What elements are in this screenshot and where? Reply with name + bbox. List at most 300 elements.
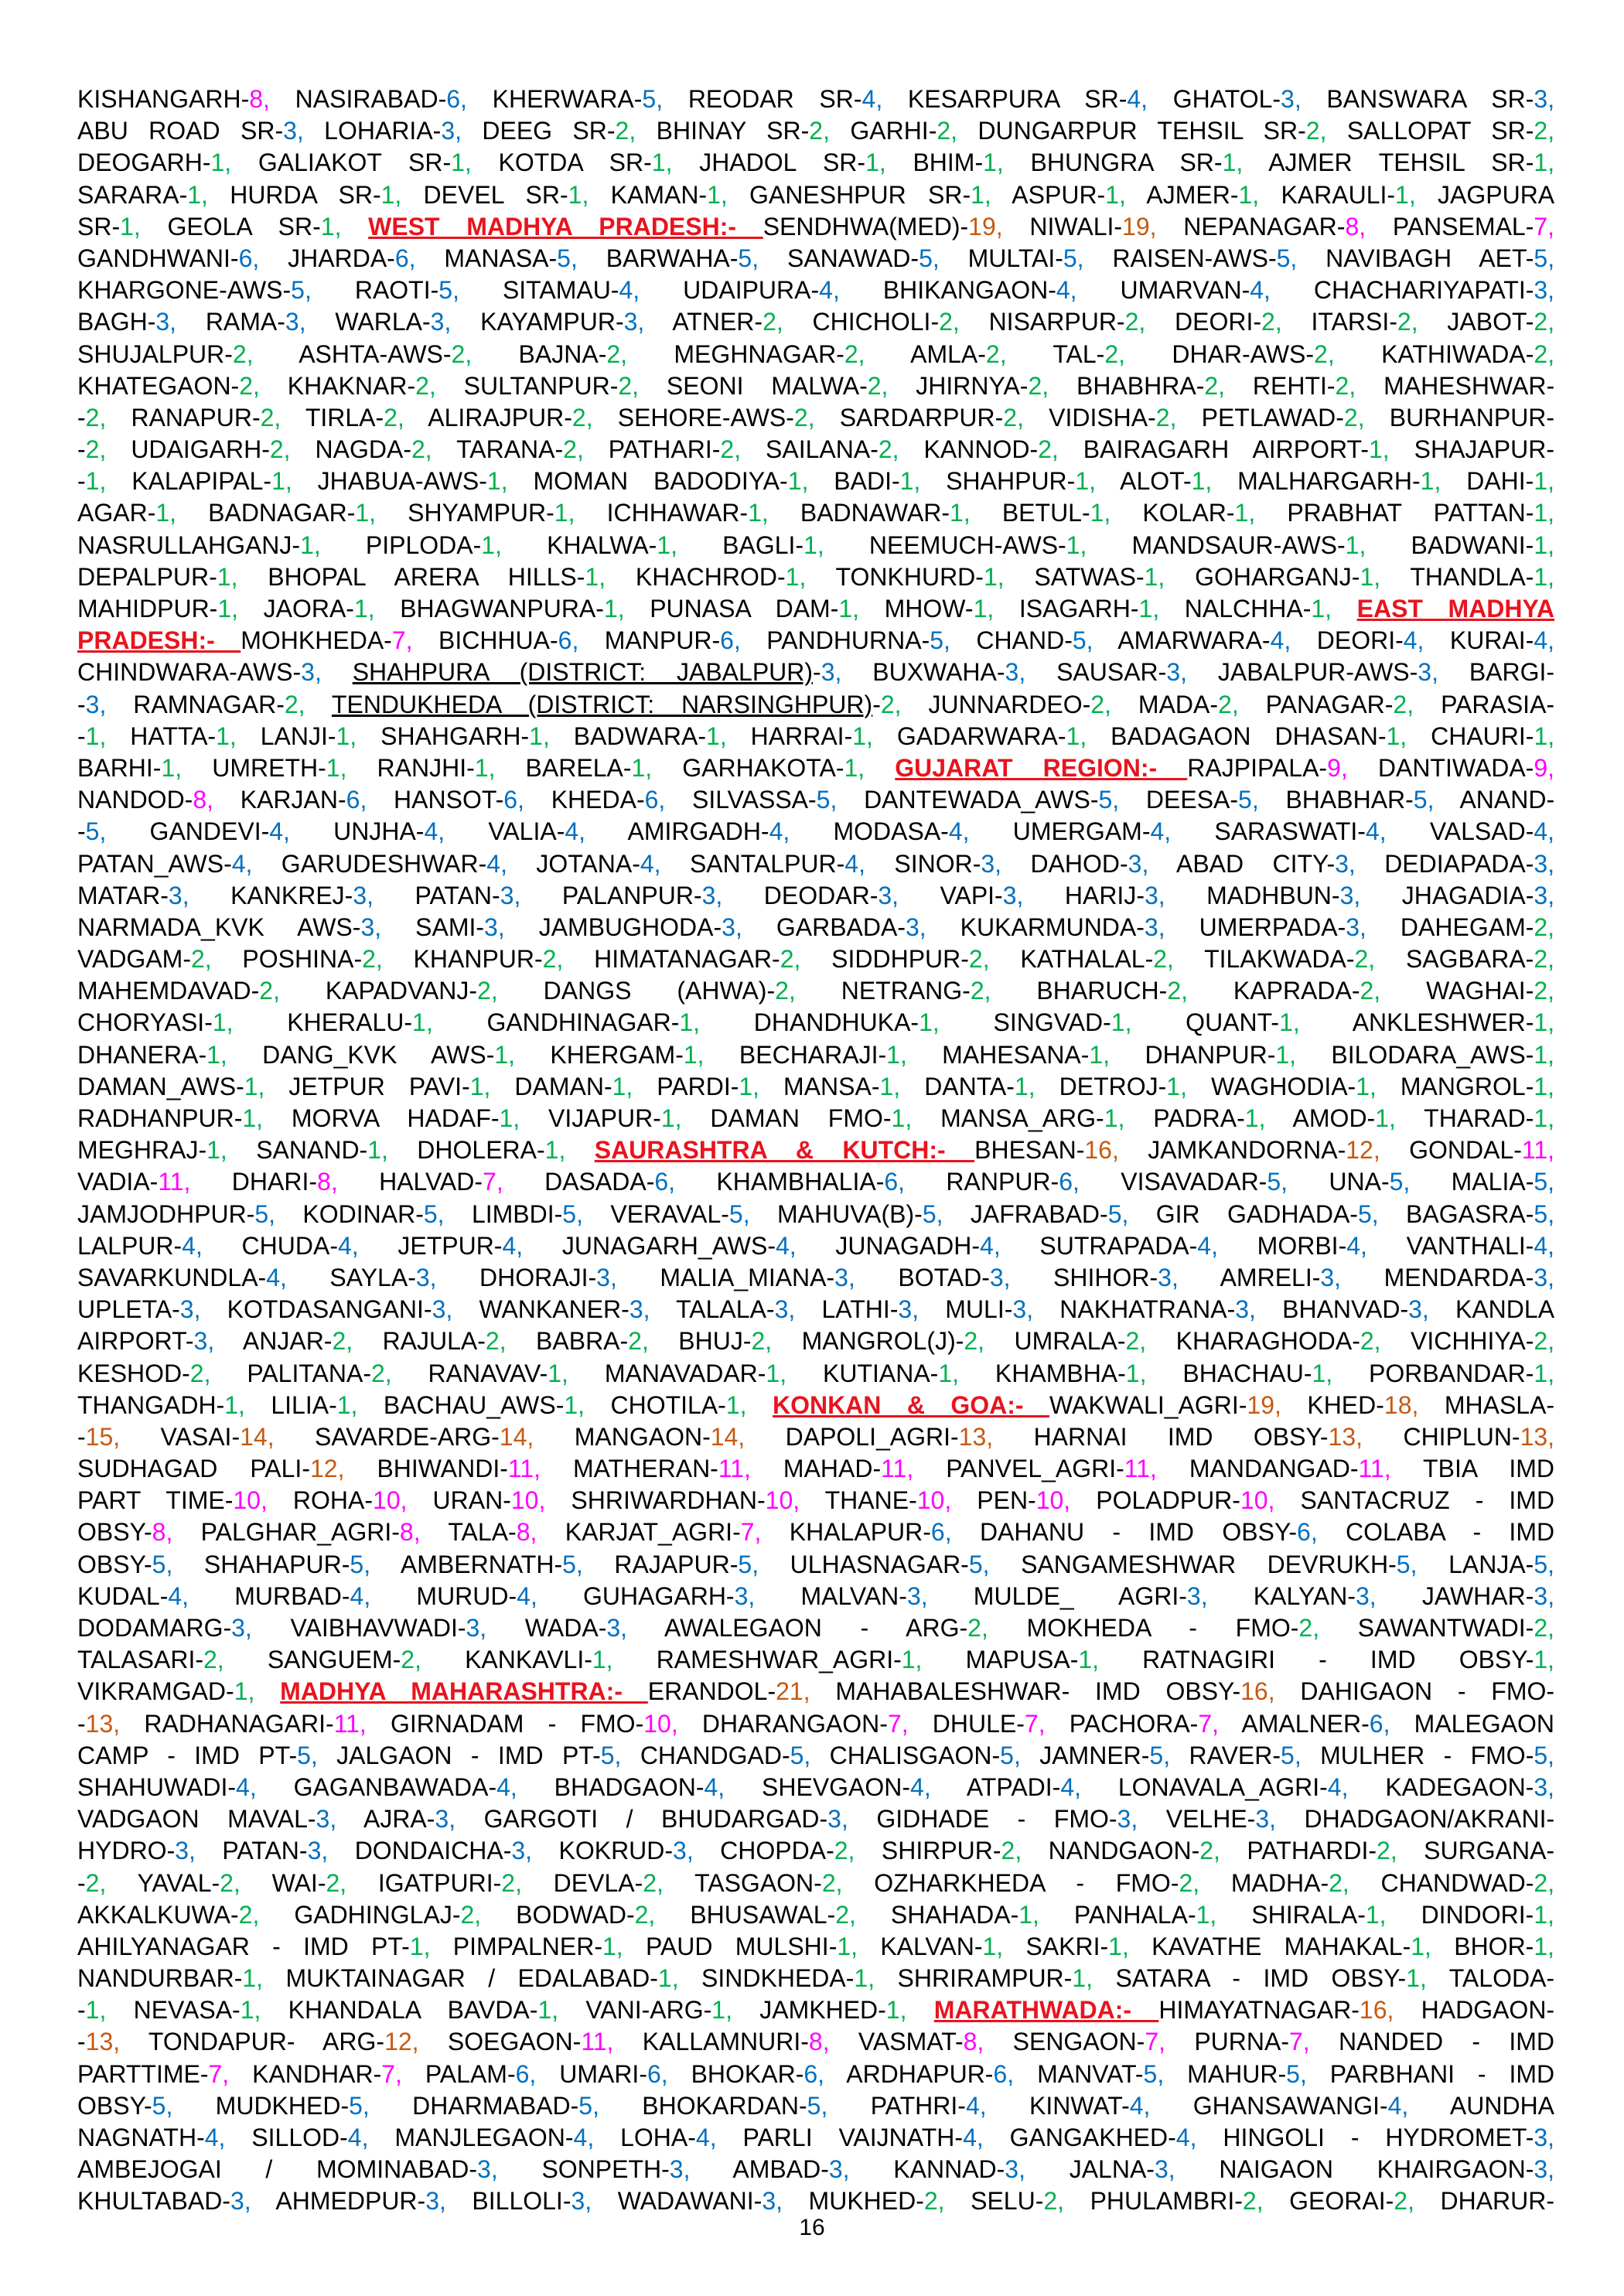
separator: , — [1373, 1136, 1380, 1165]
station-name: KALVAN — [880, 1932, 974, 1960]
separator: , — [606, 2028, 614, 2056]
separator: , — [245, 849, 253, 878]
rainfall-value: 1 — [206, 1040, 220, 1069]
separator: , — [425, 435, 432, 464]
rainfall-value: 3 — [425, 2187, 439, 2216]
separator: , — [1290, 244, 1298, 272]
rainfall-value: 2 — [775, 977, 789, 1005]
station-name: ICHHAWAR — [606, 499, 740, 527]
separator: , — [776, 308, 783, 336]
separator: , — [1252, 180, 1260, 209]
rainfall-value: 2 — [284, 690, 299, 718]
rainfall-value: 6 — [1369, 1709, 1383, 1738]
station-name: SARARA — [77, 180, 179, 209]
separator: , — [1168, 2155, 1175, 2184]
station-name: HIMAYATNAGAR — [1158, 1996, 1352, 2025]
station-name: MHOW — [884, 595, 965, 623]
rainfall-value: 2 — [878, 435, 892, 464]
station-name: BARWAHA — [606, 244, 730, 272]
rainfall-value: 3 — [701, 881, 716, 909]
text-line: -13, RADHANAGARI-11, GIRNADAM - FMO-10, DHARANGAON-7, DHULE-7, PACHORA-7, AMALNER-6, MALEGAON — [77, 1709, 1555, 1738]
station-name: JUNNARDEO — [928, 690, 1083, 718]
station-name: DEPALPUR — [77, 562, 210, 591]
separator: , — [1547, 1136, 1555, 1165]
station-name: IGATPURI — [377, 1868, 493, 1897]
rainfall-value: 1 — [1075, 467, 1090, 496]
station-name: KAPRADA — [1233, 977, 1352, 1005]
station-name: MOMAN BADODIYA — [533, 467, 780, 496]
station-name: NASRULLAHGANJ — [77, 531, 292, 559]
station-name: LOHARIA — [324, 117, 433, 145]
rainfall-value: 1 — [554, 499, 568, 527]
station-name: NETRANG — [841, 977, 963, 1005]
separator: , — [169, 499, 177, 527]
separator: , — [1547, 308, 1555, 336]
separator: , — [658, 786, 666, 814]
separator: , — [950, 117, 958, 145]
separator: , — [643, 1295, 650, 1324]
separator: , — [363, 1550, 371, 1578]
station-name: MALEGAON — [1414, 1709, 1555, 1738]
station-name: SULTANPUR — [463, 371, 610, 400]
separator: , — [230, 562, 238, 591]
separator: , — [987, 595, 995, 623]
separator: , — [1547, 1263, 1555, 1291]
station-name: MAPUSA — [965, 1646, 1070, 1674]
separator: , — [803, 1677, 810, 1706]
station-name: GADHINGLAJ — [294, 1900, 452, 1929]
separator: , — [734, 435, 742, 464]
rainfall-value: 2 — [1534, 117, 1548, 145]
station-name: BADI — [834, 467, 892, 496]
separator: , — [1547, 1231, 1555, 1260]
rainfall-value: 2 — [937, 117, 951, 145]
station-name: NARMADA_KVK AWS — [77, 913, 353, 941]
separator: , — [817, 2059, 825, 2088]
separator: , — [1013, 1741, 1021, 1769]
separator: , — [852, 595, 860, 623]
rainfall-value: 1 — [748, 499, 762, 527]
station-name: MHASLA- — [1444, 1390, 1555, 1419]
separator: , — [637, 308, 645, 336]
station-name: BARHI — [77, 753, 153, 782]
station-name: UPLETA — [77, 1295, 172, 1324]
rainfall-value: 1 — [544, 1136, 559, 1165]
separator: , — [488, 753, 496, 782]
separator: , — [1401, 2091, 1409, 2120]
rainfall-value: 4 — [1403, 626, 1418, 655]
rainfall-value: 2 — [1314, 339, 1328, 368]
rainfall-value: 3 — [301, 658, 315, 687]
station-name: SANAND — [256, 1136, 360, 1165]
separator: , — [113, 1709, 121, 1738]
rainfall-value: 3 — [1320, 1263, 1335, 1291]
separator: , — [1038, 1709, 1046, 1738]
rainfall-value: 12 — [384, 2028, 412, 2056]
separator: , — [1074, 1772, 1081, 1801]
separator: , — [979, 2091, 987, 2120]
text-line: -2, RANAPUR-2, TIRLA-2, ALIRAJPUR-2, SEHORE-AWS-2, SARDARPUR-2, VIDISHA-2, PETLAWAD-2, BURHANPUR- — [77, 403, 1555, 432]
separator: , — [238, 1390, 245, 1419]
rainfall-value: 1 — [1311, 595, 1325, 623]
rainfall-value: 1 — [355, 499, 370, 527]
rainfall-value: 1 — [838, 595, 853, 623]
station-name: BADWANI — [1411, 531, 1526, 559]
rainfall-value: 8 — [516, 1518, 531, 1547]
station-name: WADAWANI — [617, 2187, 754, 2216]
separator: , — [582, 180, 589, 209]
station-name: KANDHAR — [252, 2059, 374, 2088]
separator: , — [206, 786, 214, 814]
rainfall-value: 8 — [152, 1518, 166, 1547]
rainfall-value: 5 — [152, 1550, 166, 1578]
separator: , — [381, 1136, 388, 1165]
separator: , — [1547, 1040, 1555, 1069]
separator: , — [1411, 1390, 1419, 1419]
text-line: PATAN_AWS-4, GARUDESHWAR-4, JOTANA-4, SANTALPUR-4, SINOR-3, DAHOD-3, ABAD CITY-3, DEDIAPADA-3, — [77, 849, 1555, 878]
station-name: VAPI — [940, 881, 995, 909]
rainfall-value: 1 — [353, 595, 368, 623]
separator: , — [444, 308, 452, 336]
rainfall-value: 3 — [283, 117, 297, 145]
rainfall-value: 1 — [1312, 1359, 1326, 1387]
separator: , — [1383, 1709, 1390, 1738]
separator: , — [881, 371, 889, 400]
rainfall-value: 3 — [828, 2155, 843, 2184]
separator: , — [1299, 2059, 1307, 2088]
station-name: JAMKANDORNA — [1148, 1136, 1338, 1165]
station-name: KANKAVLI — [465, 1646, 585, 1674]
separator: , — [1382, 435, 1390, 464]
separator: , — [1070, 276, 1077, 305]
rainfall-value: 4 — [502, 1231, 517, 1260]
rainfall-value: 1 — [585, 562, 599, 591]
station-name: AGAR — [77, 499, 148, 527]
rainfall-value: 21 — [776, 1677, 803, 1706]
station-name: LILIA — [271, 1390, 329, 1419]
rainfall-value: 2 — [751, 1327, 766, 1356]
station-name: ABU ROAD SR — [77, 117, 275, 145]
separator: , — [513, 881, 521, 909]
rainfall-value: 6 — [647, 2059, 661, 2088]
rainfall-value: 2 — [1360, 977, 1374, 1005]
station-name: SUDHAGAD PALI — [77, 1455, 302, 1483]
rainfall-value: 3 — [1534, 85, 1548, 113]
station-name: NEEMUCH-AWS — [868, 531, 1059, 559]
station-name: MAHESHWAR- — [1383, 371, 1555, 400]
separator: , — [542, 722, 550, 750]
station-name: MUDKHED — [215, 2091, 341, 2120]
station-name: PARBHANI - IMD — [1329, 2059, 1555, 2088]
separator: , — [670, 531, 678, 559]
rainfall-value: 5 — [297, 1741, 311, 1769]
station-name: UNA — [1329, 1168, 1381, 1196]
station-name: SANTALPUR — [689, 849, 837, 878]
rainfall-value: 1 — [660, 1104, 675, 1132]
rainfall-value: 2 — [615, 117, 629, 145]
rainfall-value: 3 — [500, 881, 514, 909]
rainfall-value: 2 — [326, 1868, 340, 1897]
station-name: MALIA_MIANA — [660, 1263, 827, 1291]
rainfall-value: 3 — [1355, 1581, 1370, 1610]
rainfall-value: 1 — [1534, 531, 1548, 559]
station-name: MATHERAN — [572, 1455, 711, 1483]
rainfall-value: 2 — [643, 1868, 657, 1897]
station-name: SONPETH — [541, 2155, 662, 2184]
station-name: JAMJODHPUR — [77, 1199, 247, 1228]
rainfall-value: 1 — [1196, 1900, 1210, 1929]
separator: , — [620, 1614, 628, 1642]
station-name: KALYAN — [1253, 1581, 1348, 1610]
rainfall-value: 7 — [391, 626, 406, 655]
station-name: GHANSAWANGI — [1192, 2091, 1380, 2120]
station-name: GARHAKOTA — [682, 753, 836, 782]
station-name: KAVATHE MAHAKAL — [1151, 1932, 1403, 1960]
station-name: SHRIWARDHAN — [571, 1486, 757, 1515]
separator: , — [1379, 1900, 1387, 1929]
station-name: BHIM — [913, 148, 975, 177]
rainfall-value: 2 — [606, 339, 621, 368]
rainfall-value: 1 — [1356, 1072, 1370, 1100]
text-line: AIRPORT-3, ANJAR-2, RAJULA-2, BABRA-2, BHUJ-2, MANGROL(J)-2, UMRALA-2, KHARAGHODA-2, VICHHIYA-2, — [77, 1327, 1555, 1356]
separator: , — [274, 403, 281, 432]
separator: , — [656, 85, 664, 113]
station-name: RADHANAGARI — [144, 1709, 326, 1738]
rainfall-value: 4 — [168, 1581, 183, 1610]
rainfall-value: 1 — [474, 753, 489, 782]
station-name: MANPUR — [604, 626, 712, 655]
station-name: MULTAI — [967, 244, 1056, 272]
rainfall-value: 1 — [564, 1390, 578, 1419]
station-name: TALALA — [676, 1295, 766, 1324]
separator: , — [1434, 467, 1441, 496]
station-name: PARASIA- — [1441, 690, 1555, 718]
separator: , — [490, 977, 498, 1005]
station-name: MURUD — [416, 1581, 509, 1610]
rainfall-value: 2 — [220, 1868, 234, 1897]
rainfall-value: 5 — [968, 1550, 983, 1578]
station-name: KOTDASANGANI — [227, 1295, 424, 1324]
separator: , — [932, 1008, 940, 1037]
separator: , — [1389, 1104, 1396, 1132]
separator: , — [1547, 117, 1555, 145]
separator: , — [204, 945, 212, 974]
rainfall-value: 3 — [1408, 1295, 1422, 1324]
rainfall-value: 3 — [878, 881, 892, 909]
separator: , — [229, 722, 237, 750]
text-line: AMBEJOGAI / MOMINABAD-3, SONPETH-3, AMBAD-3, KANNAD-3, JALNA-3, NAIGAON KHAIRGAON-3, — [77, 2155, 1555, 2184]
station-name: NEVASA — [133, 1996, 233, 2025]
station-name: MAHABALESHWAR- IMD OBSY — [835, 1677, 1233, 1706]
station-name: BAGH — [77, 308, 148, 336]
separator: , — [1294, 1741, 1302, 1769]
station-name: CHOTILA — [610, 1390, 718, 1419]
rainfall-value: 14 — [240, 1422, 268, 1451]
separator: , — [479, 1614, 487, 1642]
station-name: BODWAD — [516, 1900, 626, 1929]
separator: , — [578, 817, 586, 846]
station-name: JHIRNYA — [916, 371, 1020, 400]
text-line: DHANERA-1, DANG_KVK AWS-1, KHERGAM-1, BECHARAJI-1, MAHESANA-1, DHANPUR-1, BILODARA_AWS-1, — [77, 1040, 1555, 1069]
rainfall-value: 2 — [542, 945, 557, 974]
separator: , — [534, 1455, 541, 1483]
separator: , — [793, 1486, 800, 1515]
rainfall-value: 4 — [486, 849, 501, 878]
station-name: DEEG SR — [482, 117, 607, 145]
station-name: BILLOLI — [472, 2187, 563, 2216]
region-header: MADHYA MAHARASHTRA:- — [280, 1677, 648, 1706]
station-name: UDAIPURA — [683, 276, 811, 305]
rainfall-value: 4 — [963, 2124, 977, 2151]
station-name: GHATOL — [1172, 85, 1273, 113]
rainfall-value: 1 — [1089, 1040, 1104, 1069]
station-name: KOLAR — [1142, 499, 1227, 527]
station-name: AMBAD — [732, 2155, 821, 2184]
station-name: TALASARI — [77, 1646, 196, 1674]
separator: , — [1373, 562, 1381, 591]
rainfall-value: 2 — [1534, 1868, 1548, 1897]
rainfall-value: 4 — [619, 276, 633, 305]
separator: , — [1267, 1486, 1275, 1515]
rainfall-value: 2 — [85, 435, 100, 464]
separator: , — [1042, 371, 1049, 400]
rainfall-value: 1 — [973, 595, 988, 623]
separator: , — [912, 1295, 919, 1324]
separator: , — [1547, 1868, 1555, 1897]
rainfall-value: 1 — [1111, 1008, 1125, 1037]
station-name: CHAND — [976, 626, 1065, 655]
station-name: DHARMABAD — [412, 2091, 571, 2120]
rainfall-value: 4 — [1387, 2091, 1402, 2120]
station-name: SINGVAD — [993, 1008, 1104, 1037]
rainfall-value: 3 — [734, 1581, 749, 1610]
station-name: KADEGAON — [1385, 1772, 1526, 1801]
separator: , — [529, 2059, 537, 2088]
separator: , — [483, 1072, 491, 1100]
station-name: JUNAGADH — [835, 1231, 972, 1260]
rainfall-value: 2 — [1003, 403, 1018, 432]
rainfall-value: 5 — [350, 1550, 364, 1578]
rainfall-value: 2 — [985, 339, 1000, 368]
rainfall-value: 4 — [948, 817, 963, 846]
station-name: AHILYANAGAR - IMD PT — [77, 1932, 402, 1960]
station-name: NANDURBAR — [77, 1964, 234, 1993]
rainfall-value: 1 — [161, 753, 176, 782]
station-name: BHARUCH — [1036, 977, 1159, 1005]
separator: , — [1547, 1646, 1555, 1674]
rainfall-value: 3 — [1186, 1581, 1201, 1610]
station-name: SHEVGAON — [762, 1772, 902, 1801]
rainfall-value: 1 — [548, 1359, 562, 1387]
station-name: BHABHRA — [1076, 371, 1196, 400]
rainfall-value: 2 — [85, 1868, 100, 1897]
station-name: CHOPDA — [720, 1837, 827, 1865]
rainfall-value: 1 — [1078, 1646, 1093, 1674]
separator: , — [1121, 1199, 1129, 1228]
station-name: BHIWANDI — [377, 1455, 500, 1483]
station-name: JABALPUR-AWS — [1217, 658, 1410, 687]
separator: , — [1086, 1964, 1093, 1993]
separator: , — [981, 1614, 988, 1642]
station-name: CHALISGAON — [829, 1741, 992, 1769]
rainfall-value: 3 — [623, 308, 638, 336]
station-name: NANDGAON — [1048, 1837, 1192, 1865]
separator: , — [1547, 1359, 1555, 1387]
rainfall-value: 4 — [424, 817, 438, 846]
station-name: GADARWARA — [896, 722, 1058, 750]
rainfall-value: 1 — [217, 595, 232, 623]
rainfall-value: 3 — [673, 1837, 687, 1865]
separator: , — [1258, 1104, 1266, 1132]
station-name: MOHKHEDA — [241, 626, 384, 655]
station-name: SATWAS — [1034, 562, 1136, 591]
separator: , — [962, 817, 970, 846]
station-name: SHAHGARH — [380, 722, 521, 750]
station-name: SAWANTWADI — [1357, 1614, 1526, 1642]
station-name: KHED — [1307, 1390, 1377, 1419]
separator: , — [1417, 626, 1424, 655]
separator: , — [1236, 148, 1244, 177]
separator: , — [280, 1263, 287, 1291]
separator: , — [629, 117, 636, 145]
rainfall-value: 2 — [1377, 1837, 1390, 1865]
separator: , — [1390, 1837, 1397, 1865]
separator: , — [99, 1996, 107, 2025]
station-name: CHACHARIYAPATI — [1313, 276, 1526, 305]
station-name: PANVEL_AGRI — [946, 1455, 1117, 1483]
station-name: DUNGARPUR TEHSIL SR — [977, 117, 1298, 145]
separator: , — [1189, 2124, 1197, 2151]
text-line: CHORYASI-1, KHERALU-1, GANDHINAGAR-1, DHANDHUKA-1, SINGVAD-1, QUANT-1, ANKLESHWER-1, — [77, 1008, 1555, 1037]
rainfall-value: 3 — [85, 690, 100, 718]
text-line: DEOGARH-1, GALIAKOT SR-1, KOTDA SR-1, JHADOL SR-1, BHIM-1, BHUNGRA SR-1, AJMER TEHSIL SR-1, — [77, 148, 1555, 177]
station-name: MUKTAINAGAR / EDALABAD — [285, 1964, 650, 1993]
rainfall-value: 5 — [1276, 244, 1291, 272]
separator: , — [1018, 2155, 1025, 2184]
rainfall-value: 1 — [1534, 722, 1548, 750]
rainfall-value: 3 — [477, 2155, 491, 2184]
separator: , — [1371, 1199, 1379, 1228]
rainfall-value: 5 — [1413, 786, 1428, 814]
rainfall-value: 1 — [901, 1646, 916, 1674]
separator: , — [858, 339, 865, 368]
separator: , — [299, 308, 306, 336]
station-name: KANKREJ — [230, 881, 345, 909]
station-name: SAYLA — [329, 1263, 408, 1291]
rainfall-value: 2 — [834, 1837, 848, 1865]
separator: , — [575, 1550, 583, 1578]
rainfall-value: 4 — [776, 1231, 790, 1260]
region-header: PRADESH:- — [77, 626, 241, 655]
station-name: PALANPUR — [561, 881, 694, 909]
station-name: GANESHPUR SR — [749, 180, 963, 209]
station-name: AKKALKUWA — [77, 1900, 230, 1929]
station-name: GIRNADAM - FMO — [390, 1709, 636, 1738]
rainfall-value: 4 — [1150, 817, 1165, 846]
station-name: BAGLI — [722, 531, 796, 559]
rainfall-value: 3 — [1005, 2155, 1019, 2184]
station-name: KANNOD — [923, 435, 1030, 464]
text-line: OBSY-5, MUDKHED-5, DHARMABAD-5, BHOKARDAN-5, PATHRI-4, KINWAT-4, GHANSAWANGI-4, AUNDHA — [77, 2091, 1555, 2120]
separator: , — [665, 148, 673, 177]
separator: , — [1007, 2059, 1015, 2088]
separator: , — [334, 212, 342, 241]
separator: , — [670, 1709, 678, 1738]
separator: , — [1312, 1614, 1320, 1642]
separator: , — [841, 1805, 848, 1834]
rainfall-value: 1 — [1534, 499, 1548, 527]
separator: , — [899, 1996, 907, 2025]
